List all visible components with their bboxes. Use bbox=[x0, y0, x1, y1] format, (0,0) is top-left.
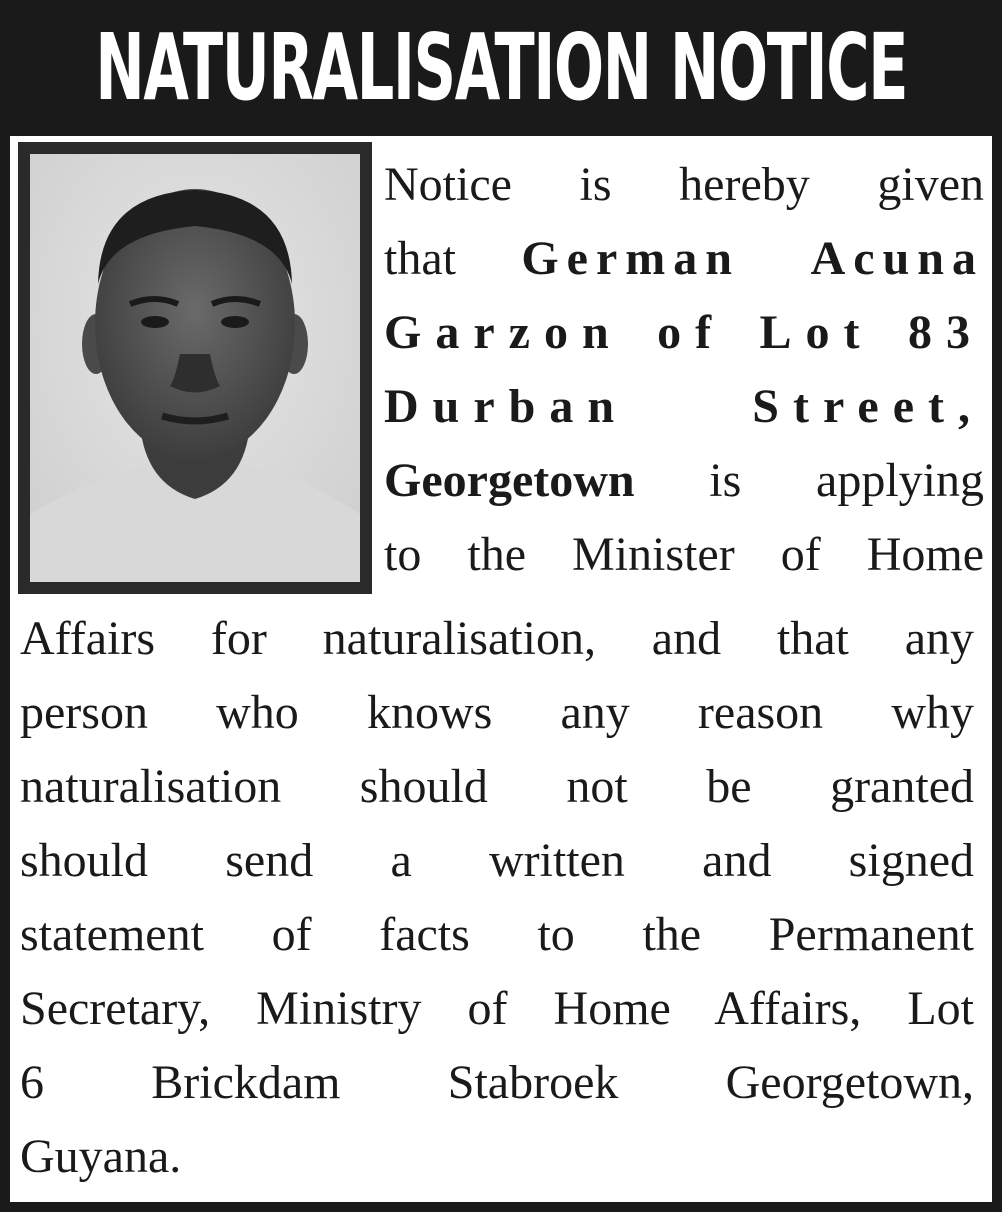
notice-main-text bbox=[20, 602, 974, 1194]
notice-header bbox=[0, 0, 1002, 136]
applicant-name-address: Garzon of Lot 83 bbox=[384, 306, 984, 359]
portrait-image bbox=[30, 154, 360, 582]
main-line-5: statement of facts to the Permanent bbox=[20, 908, 974, 961]
notice-intro-text bbox=[384, 148, 984, 592]
intro-line-6-text: to the Minister of Home bbox=[384, 528, 984, 581]
main-line-3: naturalisation should not be granted bbox=[20, 760, 974, 813]
main-line-2: person who knows any reason why bbox=[20, 686, 974, 739]
main-line-4: should send a written and signed bbox=[20, 834, 974, 887]
intro-line-3 bbox=[384, 296, 984, 370]
main-line-7: 6 Brickdam Stabroek Georgetown, bbox=[20, 1056, 974, 1109]
main-line-6: Secretary, Ministry of Home Affairs, Lot bbox=[20, 982, 974, 1035]
intro-line-2-text: that bbox=[384, 232, 522, 285]
intro-line-5 bbox=[384, 444, 984, 518]
portrait-photo bbox=[30, 154, 360, 582]
main-line-8: Guyana. bbox=[20, 1130, 182, 1183]
intro-line-1-text: Notice is hereby given bbox=[384, 158, 984, 211]
applicant-name-part-1: German Acuna bbox=[521, 232, 984, 285]
intro-line-2 bbox=[384, 222, 984, 296]
intro-line-4 bbox=[384, 370, 984, 444]
notice-title: NATURALISATION NOTICE bbox=[95, 14, 907, 121]
intro-line-1 bbox=[384, 148, 984, 222]
photo-frame bbox=[18, 142, 372, 594]
intro-line-6 bbox=[384, 518, 984, 592]
main-line-1: Affairs for naturalisation, and that any bbox=[20, 612, 974, 665]
notice-body bbox=[10, 136, 992, 1202]
applicant-city: Georgetown bbox=[384, 454, 635, 507]
applicant-street: Durban Street, bbox=[384, 380, 984, 433]
intro-line-5-text: is applying bbox=[634, 454, 984, 507]
